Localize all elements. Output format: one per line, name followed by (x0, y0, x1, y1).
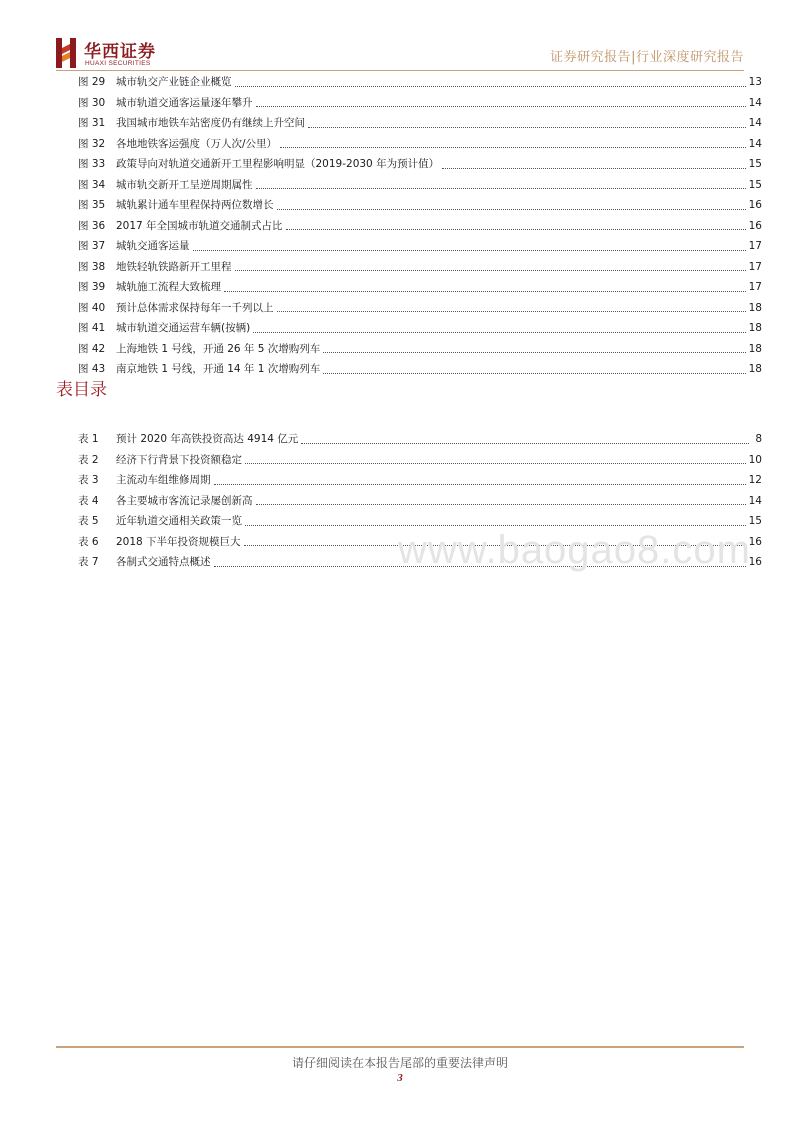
entry-number: 图 38 (78, 260, 106, 273)
figure-list-item[interactable] (78, 72, 762, 93)
entry-number: 图 42 (78, 342, 106, 355)
dot-leader (193, 236, 746, 251)
entry-title: 地铁轻轨铁路新开工里程 (116, 260, 232, 273)
entry-title: 南京地铁 1 号线，开通 14 年 1 次增购列车 (116, 363, 321, 375)
entry-page: 14 (748, 117, 762, 129)
entry-title: 各地地铁客运强度（万人次/公里） (116, 137, 278, 150)
entry-number: 图 39 (78, 281, 106, 293)
entry-title: 城市轨道交通运营车辆(按辆) (116, 322, 251, 334)
entry-number: 图 40 (78, 301, 106, 314)
dot-leader (253, 318, 745, 333)
page-header (0, 0, 800, 70)
logo-text-cn: 华西证券 (84, 42, 156, 62)
figure-list-item[interactable] (78, 298, 762, 319)
entry-title: 主流动车组维修周期 (116, 474, 211, 486)
entry-page: 18 (748, 301, 762, 314)
entry-title: 预计 2020 年高铁投资高达 4914 亿元 (116, 433, 299, 445)
entry-page: 17 (748, 240, 762, 252)
entry-page: 15 (748, 515, 762, 527)
entry-page: 18 (748, 322, 762, 334)
entry-number: 表 7 (78, 556, 99, 568)
entry-page: 14 (748, 137, 762, 150)
entry-title: 城轨交通客运量 (116, 240, 190, 252)
dot-leader (245, 449, 746, 464)
figure-list-item[interactable] (78, 318, 762, 339)
table-list-item[interactable] (78, 470, 762, 491)
entry-number: 图 36 (78, 219, 106, 232)
entry-page: 16 (748, 219, 762, 232)
entry-number: 表 3 (78, 474, 99, 486)
dot-leader (224, 277, 746, 292)
entry-title: 我国城市地铁车站密度仍有继续上升空间 (116, 117, 305, 129)
page-number: 3 (397, 1072, 403, 1084)
entry-title: 2018 下半年投资规模巨大 (116, 535, 241, 548)
entry-page: 16 (748, 199, 762, 211)
entry-number: 图 34 (78, 178, 106, 191)
dot-leader (277, 297, 746, 312)
entry-page: 15 (748, 158, 762, 170)
dot-leader (280, 133, 746, 148)
entry-page: 10 (748, 453, 762, 466)
entry-title: 城市轨交产业链企业概览 (116, 76, 232, 88)
entry-number: 表 4 (78, 494, 99, 507)
dot-leader (256, 92, 746, 107)
figure-list-item[interactable] (78, 113, 762, 134)
figure-list-item[interactable] (78, 359, 762, 380)
entry-title: 城轨累计通车里程保持两位数增长 (116, 199, 274, 211)
entry-title: 城轨施工流程大致梳理 (116, 281, 221, 293)
table-list-item[interactable] (78, 491, 762, 512)
entry-title: 各制式交通特点概述 (116, 556, 211, 568)
entry-title: 政策导向对轨道交通新开工里程影响明显（2019-2030 年为预计值） (116, 158, 440, 170)
table-list-item[interactable] (78, 450, 762, 471)
entry-number: 图 33 (78, 158, 106, 170)
entry-number: 表 6 (78, 535, 99, 548)
entry-number: 图 35 (78, 199, 106, 211)
table-list-item[interactable] (78, 429, 762, 450)
entry-title: 城市轨道交通客运量逐年攀升 (116, 96, 253, 109)
watermark: www.baogao8.com (398, 528, 751, 572)
dot-leader (286, 215, 746, 230)
legal-notice: 请仔细阅读在本报告尾部的重要法律声明 (291, 1056, 508, 1070)
entry-page: 18 (748, 363, 762, 375)
entry-number: 图 31 (78, 117, 106, 129)
figure-list-item[interactable] (78, 216, 762, 237)
tables-section-title: 表目录 (56, 380, 107, 400)
dot-leader (277, 195, 746, 210)
logo-text-en: HUAXI SECURITIES (85, 60, 151, 67)
figure-list-item[interactable] (78, 236, 762, 257)
dot-leader (308, 113, 746, 128)
dot-leader (235, 256, 746, 271)
figure-list-item[interactable] (78, 175, 762, 196)
entry-number: 图 32 (78, 137, 106, 150)
entry-number: 表 2 (78, 453, 99, 466)
entry-page: 16 (748, 535, 762, 548)
huaxi-logo-icon (54, 36, 80, 70)
dot-leader (301, 429, 749, 444)
figure-list-item[interactable] (78, 257, 762, 278)
entry-number: 表 1 (78, 433, 99, 445)
entry-page: 15 (748, 178, 762, 191)
entry-title: 各主要城市客流记录屡创新高 (116, 494, 253, 507)
entry-page: 12 (748, 474, 762, 486)
dot-leader (256, 174, 746, 189)
dot-leader (256, 490, 746, 505)
dot-leader (323, 338, 745, 353)
figure-list (78, 72, 762, 380)
entry-number: 图 37 (78, 240, 106, 252)
entry-number: 图 43 (78, 363, 106, 375)
entry-number: 图 41 (78, 322, 106, 334)
dot-leader (214, 470, 746, 485)
dot-leader (323, 359, 745, 374)
entry-number: 图 29 (78, 76, 106, 88)
company-logo (54, 36, 174, 72)
report-type-label: 证券研究报告|行业深度研究报告 (550, 50, 744, 65)
entry-title: 近年轨道交通相关政策一览 (116, 515, 242, 527)
entry-page: 8 (755, 433, 762, 445)
entry-title: 2017 年全国城市轨道交通制式占比 (116, 219, 283, 232)
entry-page: 13 (748, 76, 762, 88)
entry-page: 17 (748, 281, 762, 293)
footer-divider (56, 1046, 744, 1048)
figure-list-item[interactable] (78, 134, 762, 155)
entry-title: 预计总体需求保持每年一千列以上 (116, 301, 274, 314)
entry-page: 14 (748, 494, 762, 507)
dot-leader (442, 154, 746, 169)
entry-page: 16 (748, 556, 762, 568)
entry-number: 图 30 (78, 96, 106, 109)
figure-list-item[interactable] (78, 154, 762, 175)
figure-list-item[interactable] (78, 339, 762, 360)
entry-page: 17 (748, 260, 762, 273)
entry-number: 表 5 (78, 515, 99, 527)
figure-list-item[interactable] (78, 277, 762, 298)
entry-page: 18 (748, 342, 762, 355)
entry-title: 城市轨交新开工呈逆周期属性 (116, 178, 253, 191)
dot-leader (245, 511, 746, 526)
entry-page: 14 (748, 96, 762, 109)
dot-leader (235, 72, 746, 87)
entry-title: 上海地铁 1 号线，开通 26 年 5 次增购列车 (116, 342, 321, 355)
entry-title: 经济下行背景下投资额稳定 (116, 453, 242, 466)
figure-list-item[interactable] (78, 93, 762, 114)
figure-list-item[interactable] (78, 195, 762, 216)
